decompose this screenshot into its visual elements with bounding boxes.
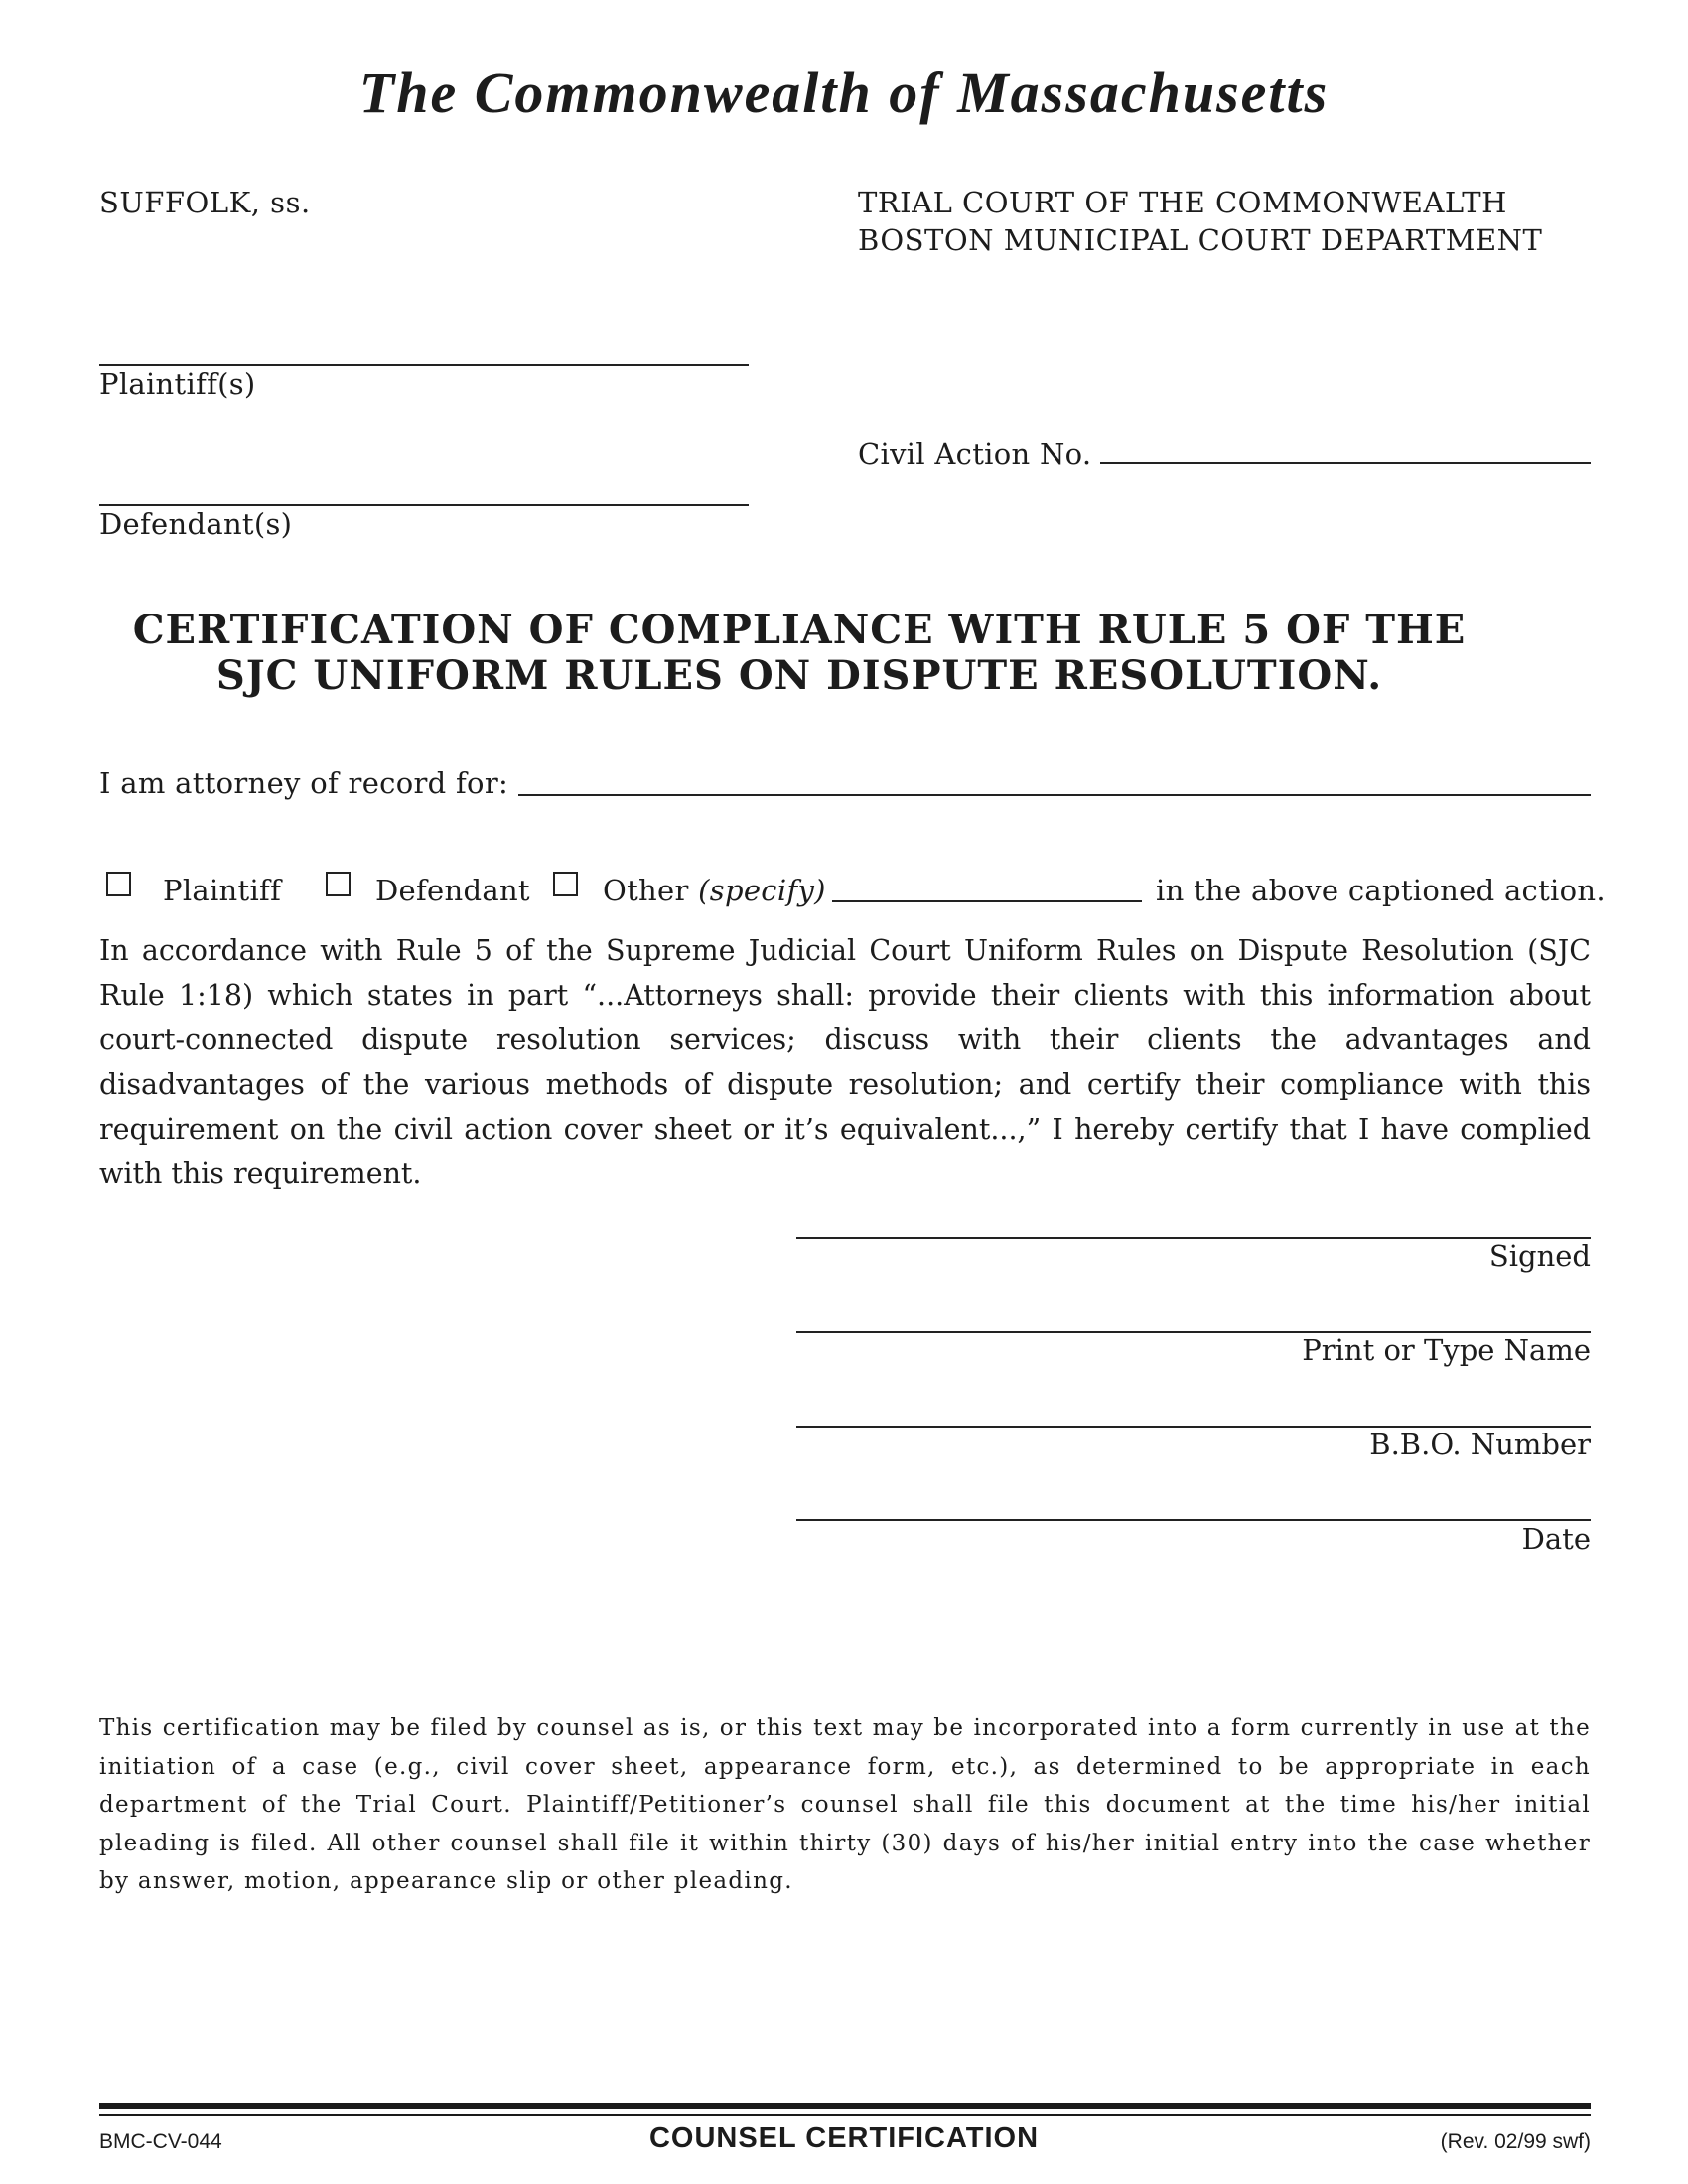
court-name <box>858 184 1542 259</box>
date-label: Date <box>1521 1522 1591 1556</box>
captioned-action-text: in the above captioned action. <box>1156 874 1606 907</box>
defendant-option-label: Defendant <box>375 874 530 907</box>
document-title <box>99 608 1499 699</box>
civil-action-label: Civil Action No. <box>858 437 1092 471</box>
revision-label: (Rev. 02/99 swf) <box>1440 2130 1591 2153</box>
court-line-2: BOSTON MUNICIPAL COURT DEPARTMENT <box>858 223 1543 257</box>
attorney-client-field[interactable] <box>518 794 1591 796</box>
attorney-label: I am attorney of record for: <box>99 766 509 800</box>
bbo-number-label: B.B.O. Number <box>1369 1428 1591 1461</box>
civil-action-number-field[interactable] <box>1100 462 1591 464</box>
other-specify-field[interactable] <box>832 900 1142 902</box>
masthead-title: The Commonwealth of Massachusetts <box>358 61 1330 125</box>
plaintiff-label: Plaintiff(s) <box>99 367 256 401</box>
form-id: BMC-CV-044 <box>99 2130 222 2153</box>
date-field[interactable] <box>796 1519 1591 1521</box>
footer-title: COUNSEL CERTIFICATION <box>648 2122 1040 2154</box>
signature-field[interactable] <box>796 1237 1591 1239</box>
plaintiff-name-field[interactable] <box>99 364 749 366</box>
title-line-2: SJC UNIFORM RULES ON DISPUTE RESOLUTION. <box>215 652 1383 699</box>
signed-label: Signed <box>1488 1239 1591 1273</box>
defendant-name-field[interactable] <box>99 504 749 506</box>
county-label: SUFFOLK, ss. <box>99 186 311 219</box>
certification-paragraph: In accordance with Rule 5 of the Supreme Judicial Court Uniform Rules on Dispute Resolution (SJC Rule 1:18) which states in part “...Attorneys shall: provide their clients with this information about court-connected dispute resolution services; discuss with their clients the advantages and disadvantages of the various methods of dispute resolution; and certify their compliance with this requirement on the civil action cover sheet or it’s equivalent...,” I hereby certify that I have complied with this requirement. <box>99 934 1591 1190</box>
plaintiff-checkbox[interactable] <box>106 872 131 896</box>
footer-rule-thick <box>99 2103 1591 2109</box>
defendant-label: Defendant(s) <box>99 507 293 541</box>
print-name-label: Print or Type Name <box>1302 1333 1591 1367</box>
plaintiff-option-label: Plaintiff <box>163 874 282 907</box>
other-checkbox[interactable] <box>553 872 578 896</box>
court-line-1: TRIAL COURT OF THE COMMONWEALTH <box>858 186 1507 219</box>
defendant-checkbox[interactable] <box>326 872 351 896</box>
title-line-1: CERTIFICATION OF COMPLIANCE WITH RULE 5 OF THE <box>132 607 1467 653</box>
other-option-label <box>603 874 826 907</box>
specify-hint: (specify) <box>698 874 826 907</box>
other-label-text: Other <box>603 874 689 907</box>
footer-rule-thin <box>99 2114 1591 2116</box>
filing-notice: This certification may be filed by counsel as is, or this text may be incorporated into a form currently in use at the initiation of a case (e.g., civil cover sheet, appearance form, etc.), as determined to be appropriate in each department of the Trial Court. Plaintiff/Petitioner’s counsel shall file this document at the time his/her initial pleading is filed. All other counsel shall file it within thirty (30) days of his/her initial entry into the case whether by answer, motion, appearance slip or other pleading. <box>99 1715 1591 1894</box>
